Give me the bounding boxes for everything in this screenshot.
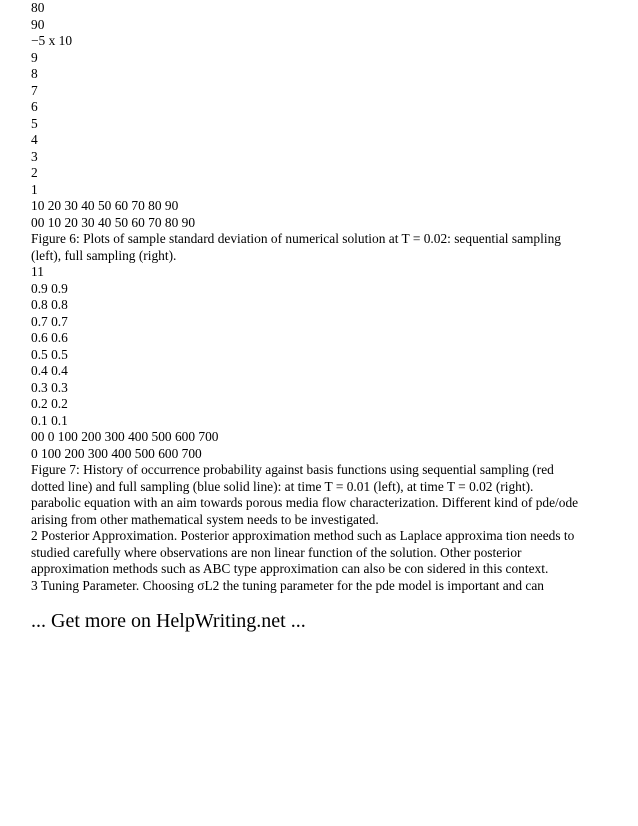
text-line: 7 [31, 82, 38, 98]
text-line: 0.6 0.6 [31, 330, 68, 345]
text-line: −5 x 10 [31, 33, 73, 48]
text-line: 3 [31, 148, 38, 164]
promo-link[interactable]: ... Get more on HelpWriting.net ... [31, 610, 306, 632]
text-line: 1 [31, 181, 38, 197]
figure-7-caption-line-1: Figure 7: History of occurrence probability against basis functions using sequential sampling (red [31, 462, 554, 477]
text-line: 0.1 0.1 [31, 412, 68, 428]
text-line: 0 100 200 300 400 500 600 700 [31, 445, 202, 461]
text-line: 11 [31, 264, 44, 279]
text-line: 0.7 0.7 [31, 313, 68, 329]
text-line: 6 [31, 99, 38, 114]
text-line: 10 20 30 40 50 60 70 80 90 [31, 198, 179, 213]
text-line: 90 [31, 16, 45, 32]
text-line: 0.5 0.5 [31, 346, 68, 362]
text-line: 4 [31, 132, 38, 147]
paragraph-line: parabolic equation with an aim towards porous media flow characterization. Different kind of pde/ode [31, 495, 579, 510]
text-line: 80 [31, 0, 45, 15]
text-line: 0.2 0.2 [31, 396, 68, 411]
paragraph-line: studied carefully where observations are non linear function of the solution. Other posterior [31, 544, 522, 560]
paragraph-line: arising from other mathematical system needs to be investigated. [31, 511, 379, 527]
text-line: 00 0 100 200 300 400 500 600 700 [31, 429, 219, 444]
text-line: 9 [31, 49, 38, 65]
paragraph-line: approximation methods such as ABC type approximation can also be con sidered in this context. [31, 561, 549, 576]
figure-7-caption-line-2: dotted line) and full sampling (blue solid line): at time T = 0.01 (left), at time T = 0.02 (right). [31, 478, 534, 494]
document-text [31, 0, 611, 594]
text-line: 00 10 20 30 40 50 60 70 80 90 [31, 214, 196, 230]
text-line: 5 [31, 115, 38, 131]
text-line: 8 [31, 66, 38, 81]
figure-6-caption-line-1: Figure 6: Plots of sample standard deviation of numerical solution at T = 0.02: sequential sampling [31, 231, 561, 246]
text-line: 0.4 0.4 [31, 363, 68, 378]
paragraph-line: 3 Tuning Parameter. Choosing σL2 the tuning parameter for the pde model is important and can [31, 577, 544, 593]
text-line: 0.8 0.8 [31, 297, 68, 312]
paragraph-line: 2 Posterior Approximation. Posterior approximation method such as Laplace approxima tion needs to [31, 528, 575, 543]
text-line: 2 [31, 165, 38, 180]
text-line: 0.9 0.9 [31, 280, 68, 296]
figure-6-caption-line-2: (left), full sampling (right). [31, 247, 177, 263]
text-line: 0.3 0.3 [31, 379, 68, 395]
